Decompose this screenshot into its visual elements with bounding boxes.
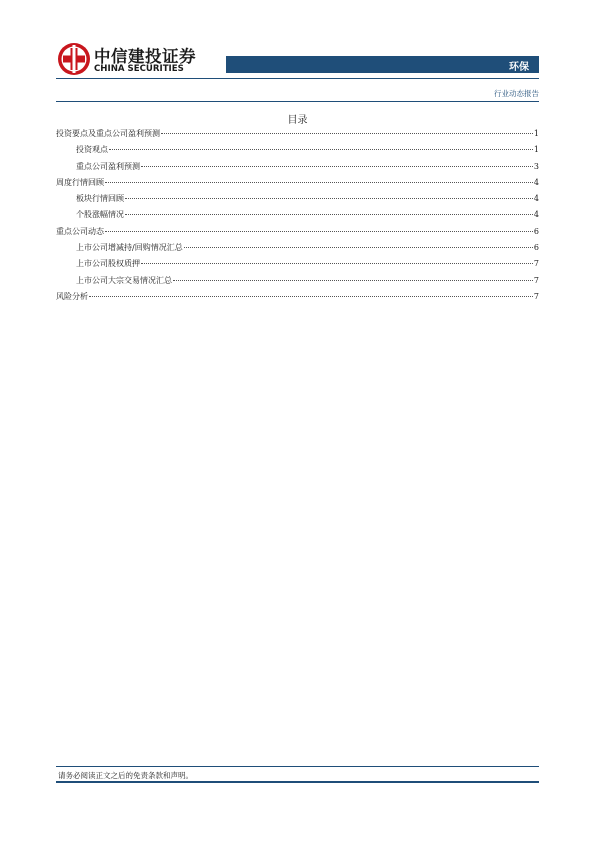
footer-divider-bottom [56, 781, 539, 783]
toc-entry-title: 上市公司股权质押 [76, 259, 140, 269]
toc-entry-page: 4 [533, 210, 539, 220]
toc-entry[interactable] [56, 256, 539, 272]
toc-entry[interactable] [56, 126, 539, 142]
report-type-label: 行业动态报告 [494, 89, 539, 98]
toc-entry[interactable] [56, 224, 539, 240]
toc-entry-page: 3 [533, 161, 539, 171]
toc-entry-page: 7 [533, 291, 539, 301]
toc-entry[interactable] [56, 159, 539, 175]
toc-entry-title: 上市公司增减持/回购情况汇总 [76, 243, 183, 253]
toc-leader-dots [109, 149, 533, 150]
toc-entry[interactable] [56, 240, 539, 256]
toc-leader-dots [105, 182, 533, 183]
toc-entry-page: 6 [533, 243, 539, 253]
toc-leader-dots [89, 296, 533, 297]
toc-entry-title: 风险分析 [56, 291, 88, 301]
subheader-divider [56, 101, 539, 102]
toc-entry[interactable] [56, 142, 539, 158]
toc-leader-dots [141, 263, 533, 264]
toc-entry-page: 7 [533, 275, 539, 285]
toc-entry-title: 投资要点及重点公司盈利预测 [56, 129, 160, 138]
toc-entry[interactable] [56, 207, 539, 223]
toc-entry-title: 周度行情回顾 [56, 177, 104, 187]
toc-leader-dots [173, 280, 533, 281]
toc-entry-page: 1 [533, 145, 539, 155]
toc-entry[interactable] [56, 273, 539, 289]
toc-entry-title: 重点公司盈利预测 [76, 161, 140, 171]
toc-entry-title: 上市公司大宗交易情况汇总 [76, 275, 172, 285]
table-of-contents [56, 126, 539, 305]
company-logo [56, 41, 216, 81]
toc-leader-dots [184, 247, 533, 248]
citic-logo-icon [56, 41, 92, 77]
sector-label: 环保 [509, 62, 529, 73]
toc-entry-title: 投资观点 [76, 145, 108, 155]
toc-entry-title: 重点公司动态 [56, 226, 104, 236]
toc-entry-page: 6 [533, 226, 539, 236]
logo-english-name: CHINA SECURITIES [94, 64, 184, 74]
toc-entry-page: 4 [533, 177, 539, 187]
toc-leader-dots [161, 133, 533, 134]
toc-leader-dots [105, 231, 533, 232]
toc-entry-page: 1 [533, 129, 539, 138]
header-divider [56, 78, 539, 79]
toc-entry[interactable] [56, 289, 539, 305]
footer-divider-top [56, 766, 539, 767]
toc-leader-dots [141, 166, 533, 167]
toc-entry[interactable] [56, 191, 539, 207]
toc-entry-title: 板块行情回顾 [76, 194, 124, 204]
sector-banner [226, 56, 539, 73]
toc-title: 目录 [287, 115, 308, 126]
toc-leader-dots [125, 214, 533, 215]
logo-chinese-name: 中信建投证券 [94, 47, 196, 66]
toc-leader-dots [125, 198, 533, 199]
toc-entry-title: 个股涨幅情况 [76, 210, 124, 220]
toc-entry-page: 4 [533, 194, 539, 204]
toc-entry-page: 7 [533, 259, 539, 269]
disclaimer-note: 请务必阅读正文之后的免责条款和声明。 [58, 771, 193, 780]
toc-entry[interactable] [56, 175, 539, 191]
